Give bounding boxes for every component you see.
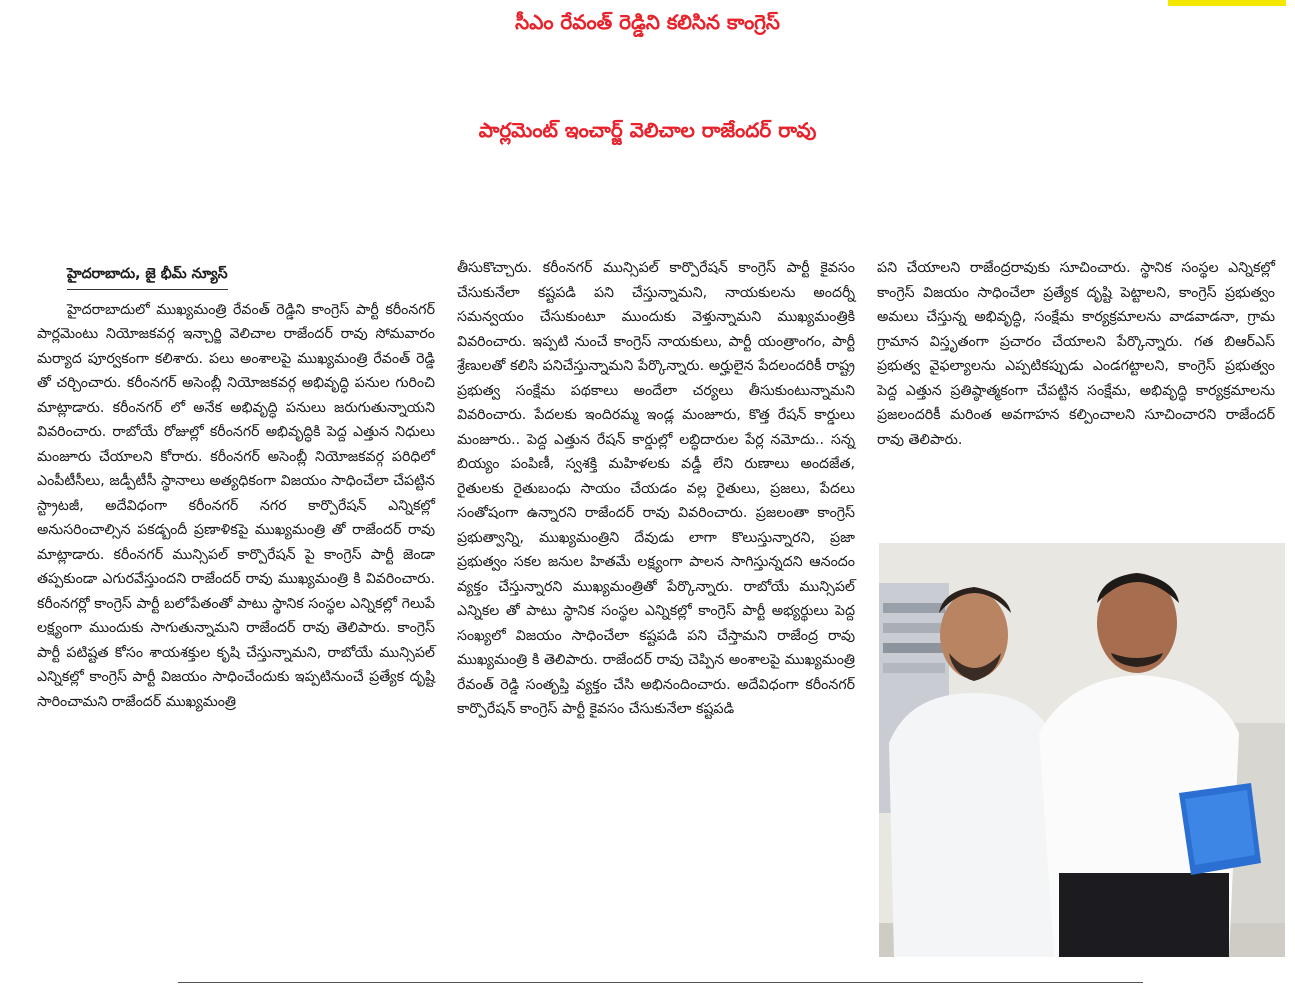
article-text-column-1: హైదరాబాదులో ముఖ్యమంత్రి రేవంత్ రెడ్డిని కాంగ్రెస్ పార్టీ కరీంనగర్ పార్లమెంటు నియోజకవర్గ ఇన్చార్జి వెలిచాల రాజేందర్ రావు సోమవారం మర్యాద పూర్వకంగా కలిశారు. పలు అంశాలపై ముఖ్యమంత్రి రేవంత్ రెడ్డి తో చర్చించారు. కరీంనగర్ అసెంబ్లీ నియోజకవర్గ అభివృద్ధి పనుల గురించి మాట్లాడారు. కరీంనగర్ లో అనేక అభివృద్ధి పనులు జరుగుతున్నాయని వివరించారు. రాబోయే రోజుల్లో కరీంనగర్ అభివృద్ధికి పెద్ద ఎత్తున నిధులు మంజూరు చేయాలని కోరారు. కరీంనగర్ అసెంబ్లీ నియోజకవర్గ పరిధిలో ఎంపీటీసీలు, జడ్పీటీసీ స్థానాలు అత్యధికంగా విజయం సాధించేలా చేపట్టిన స్ట్రాటజీ, అదేవిధంగా కరీంనగర్ నగర కార్పొరేషన్ ఎన్నికల్లో అనుసరించాల్సిన పకడ్బందీ ప్రణాళికపై ముఖ్యమంత్రి తో రాజేందర్ రావు మాట్లాడారు. కరీంనగర్ మున్సిపల్ కార్పొరేషన్ పై కాంగ్రెస్ పార్టీ జెండా తప్పకుండా ఎగురవేస్తుందని రాజేందర్ రావు ముఖ్యమంత్రి కి వివరించారు. కరీంనగర్లో కాంగ్రెస్ పార్టీ బలోపేతంతో పాటు స్థానిక సంస్థల ఎన్నికల్లో గెలుపే లక్ష్యంగా ముందుకు సాగుతున్నామని రాజేందర్ రావు తెలిపారు. కాంగ్రెస్ పార్టీ పటిష్టత కోసం శాయశక్తుల కృషి చేస్తున్నామని, రాబోయే మున్సిపల్ ఎన్నికల్లో కాంగ్రెస్ పార్టీ విజయం సాధించేందుకు ఇప్పటినుంచే ప్రత్యేక దృష్టి సారించామని రాజేందర్ ముఖ్యమంత్రి [37, 301, 435, 710]
corner-mark [1168, 0, 1286, 6]
article-column-2 [457, 256, 855, 722]
article-text-column-3: పని చేయాలని రాజేంద్రరావుకు సూచించారు. స్థానిక సంస్థల ఎన్నికల్లో కాంగ్రెస్ విజయం సాధించేలా ప్రత్యేక దృష్టి పెట్టాలని, కాంగ్రెస్ ప్రభుత్వం అమలు చేస్తున్న అభివృద్ధి, సంక్షేమ కార్యక్రమాలను వాడవాడనా, గ్రామ గ్రామాన విస్తృతంగా ప్రచారం చేయాలని పేర్కొన్నారు. గత బిఆర్ఎస్ ప్రభుత్వ వైఫల్యాలను ఎప్పటికప్పుడు ఎండగట్టాలని, కాంగ్రెస్ ప్రభుత్వం పెద్ద ఎత్తున ప్రతిష్ఠాత్మకంగా చేపట్టిన సంక్షేమ, అభివృద్ధి కార్యక్రమాలను ప్రజలందరికీ మరింత అవగాహన కల్పించాలని సూచించారని రాజేందర్ రావు తెలిపారు. [877, 260, 1275, 448]
dateline: హైదరాబాదు, జై భీమ్ న్యూస్ [67, 262, 228, 290]
headline-line-2: పార్లమెంట్ ఇంచార్జ్ వెలిచాల రాజేందర్ రావు [478, 118, 817, 142]
article-text-column-2: తీసుకొచ్చారు. కరీంనగర్ మున్సిపల్ కార్పొరేషన్ కాంగ్రెస్ పార్టీ కైవసం చేసుకునేలా కష్టపడి పని చేస్తున్నామని, నాయకులను అందర్నీ సమన్వయం చేసుకుంటూ ముందుకు వెళ్తున్నామని ముఖ్యమంత్రికి వివరించారు. ఇప్పటి నుంచే కాంగ్రెస్ నాయకులు, పార్టీ యంత్రాంగం, పార్టీ శ్రేణులతో కలిసి పనిచేస్తున్నామని పేర్కొన్నారు. అర్హులైన పేదలందరికీ రాష్ట్ర ప్రభుత్వ సంక్షేమ పథకాలు అందేలా చర్యలు తీసుకుంటున్నామని వివరించారు. పేదలకు ఇందిరమ్మ ఇండ్ల మంజూరు, కొత్త రేషన్ కార్డులు మంజూరు.. పెద్ద ఎత్తున రేషన్ కార్డుల్లో లబ్ధిదారుల పేర్ల నమోదు.. సన్న బియ్యం పంపిణీ, స్వశక్తి మహిళలకు వడ్డీ లేని రుణాలు అందజేత, రైతులకు రైతుబంధు సాయం చేయడం వల్ల రైతులు, ప్రజలు, పేదలు సంతోషంగా ఉన్నారని రాజేందర్ రావు వివరించారు. ప్రజలంతా కాంగ్రెస్ ప్రభుత్వాన్ని, ముఖ్యమంత్రిని దేవుడు లాగా కొలుస్తున్నారని, ప్రజా ప్రభుత్వం సకల జనుల హితమే లక్ష్యంగా పాలన సాగిస్తున్నదని ఆనందం వ్యక్తం చేస్తున్నారని ముఖ్యమంత్రితో పేర్కొన్నారు. రాబోయే మున్సిపల్ ఎన్నికల తో పాటు స్థానిక సంస్థల ఎన్నికల్లో కాంగ్రెస్ పార్టీ అభ్యర్థులు పెద్ద సంఖ్యలో విజయం సాధించేలా కష్టపడి పని చేస్తామని రాజేంద్ర రావు ముఖ్యమంత్రి కి తెలిపారు. రాజేందర్ రావు చెప్పిన అంశాలపై ముఖ్యమంత్రి రేవంత్ రెడ్డి సంతృప్తి వ్యక్తం చేసి అభినందించారు. అదేవిధంగా కరీంనగర్ కార్పొరేషన్ కాంగ్రెస్ పార్టీ కైవసం చేసుకునేలా కష్టపడి [457, 260, 855, 717]
article-column-1 [37, 252, 435, 714]
bottom-rule [178, 982, 1143, 983]
headline-line-1: సీఎం రేవంత్ రెడ్డిని కలిసిన కాంగ్రెస్ [515, 10, 780, 34]
article-column-3 [877, 256, 1275, 452]
meeting-photo [879, 543, 1285, 957]
